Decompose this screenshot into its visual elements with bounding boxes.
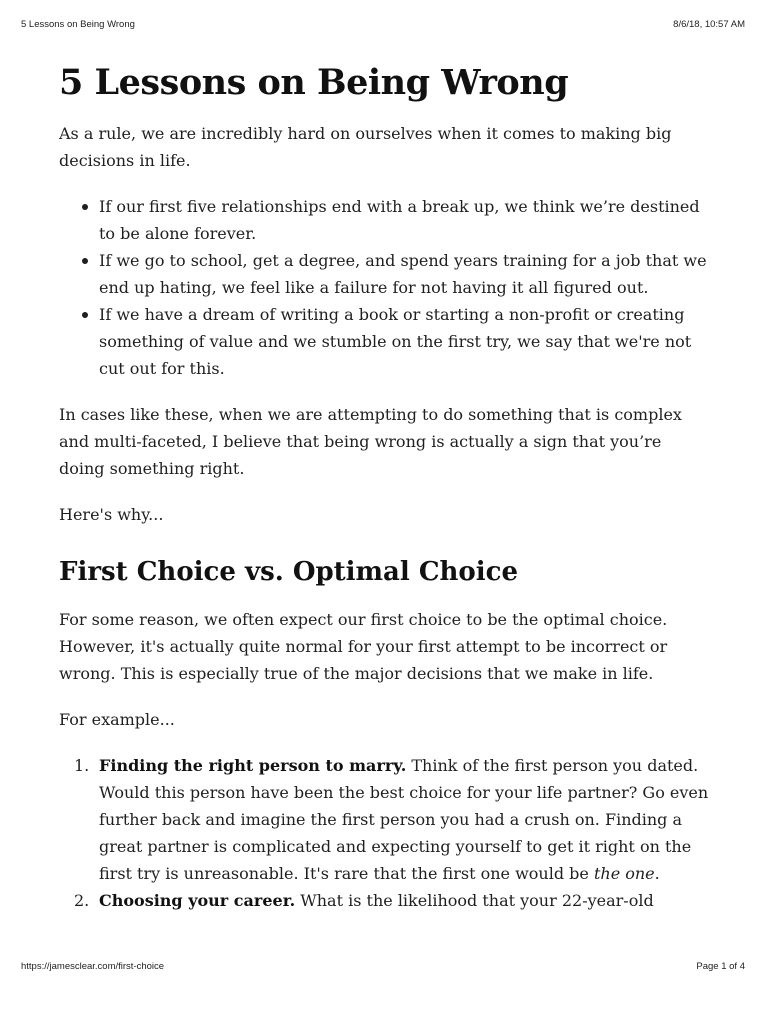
- print-footer-page: Page 1 of 4: [696, 961, 745, 972]
- list-item-text: What is the likelihood that your 22-year-old: [295, 891, 654, 910]
- bullet-list: [59, 193, 709, 382]
- intro-paragraph: As a rule, we are incredibly hard on ourselves when it comes to making big decisions in life.: [59, 124, 672, 170]
- list-item-tail: .: [654, 864, 660, 883]
- numbered-list: [59, 752, 709, 914]
- bullet-item: If our first five relationships end with a break up, we think we’re destined to be alone forever.: [99, 193, 709, 247]
- bullet-item: If we have a dream of writing a book or starting a non-profit or creating something of value and we stumble on the first try, we say that we're not cut out for this.: [99, 301, 709, 382]
- list-item-heading: Choosing your career.: [99, 891, 296, 910]
- print-header-datetime: 8/6/18, 10:57 AM: [673, 19, 745, 30]
- cases-paragraph: In cases like these, when we are attempting to do something that is complex and multi-faceted, I believe that being wrong is actually a sign that you’re doing something right.: [59, 405, 682, 478]
- list-item-number: 2.: [74, 891, 90, 910]
- article-title: 5 Lessons on Being Wrong: [59, 62, 569, 103]
- print-header-title: 5 Lessons on Being Wrong: [21, 19, 135, 30]
- list-item-number: 1.: [74, 756, 90, 775]
- bullet-item: If we go to school, get a degree, and spend years training for a job that we end up hating, we feel like a failure for not having it all figured out.: [99, 247, 709, 301]
- section-heading: First Choice vs. Optimal Choice: [59, 557, 519, 587]
- article: [59, 60, 709, 914]
- section-paragraph: For some reason, we often expect our first choice to be the optimal choice. However, it's actually quite normal for your first attempt to be incorrect or wrong. This is especially true of the major decisions that we make in life.: [59, 610, 668, 683]
- example-paragraph: For example...: [59, 710, 175, 729]
- list-item-heading: Finding the right person to marry.: [99, 756, 407, 775]
- list-item: [74, 887, 709, 914]
- list-item: [74, 752, 709, 887]
- list-item-text: Think of the first person you dated. Would this person have been the best choice for your life partner? Go even further back and imagine the first person you had a crush on. Finding a great partner is complicated and expecting yourself to get it right on the first try is unreasonable. It's rare that the first one would be: [99, 756, 709, 883]
- print-footer-url: https://jamesclear.com/first-choice: [21, 961, 165, 972]
- list-item-emphasis: the one: [593, 864, 655, 883]
- why-paragraph: Here's why...: [59, 505, 164, 524]
